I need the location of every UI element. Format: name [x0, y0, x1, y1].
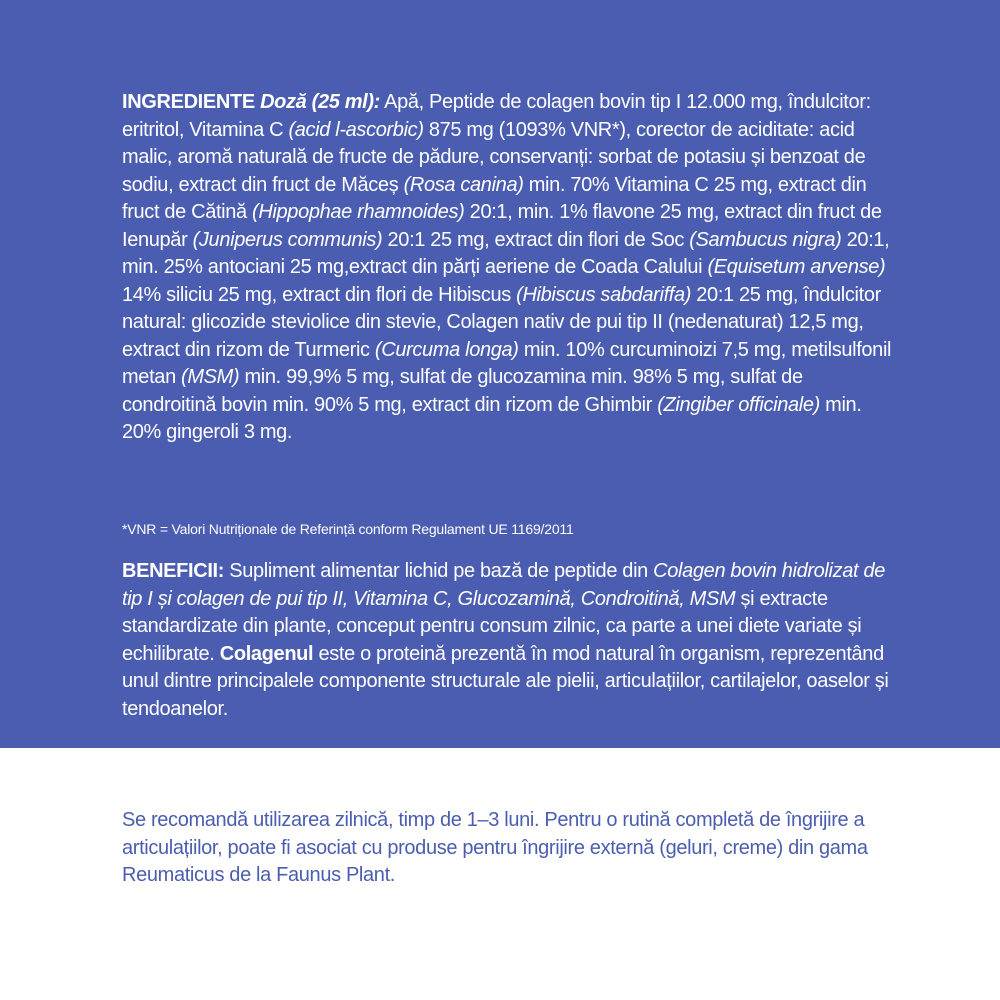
benefits-text: este o proteină prezentă în mod natural în organism, reprezentând unul dintre principalele componente structurale ale pielii, articulațiilor, cartilajelor, oaselor și tendoanelor.	[122, 642, 889, 720]
ingredients-text: min. 99,9% 5 mg, sulfat de glucozamina min. 98% 5 mg, sulfat de condroitină bovin min. 90% 5 mg, extract din rizom de Ghimbir	[122, 366, 803, 416]
ingredient-latin-name: (acid l-ascorbic)	[288, 118, 424, 141]
ingredient-latin-name: (Hippophae rhamnoides)	[252, 201, 465, 223]
benefits-heading: BENEFICII:	[122, 560, 225, 582]
benefits-italic-ingredients: Colagen bovin hidrolizat de tip I și colagen de pui tip II, Vitamina C, Glucozamină, Condroitină, MSM	[122, 560, 885, 610]
benefits-paragraph	[122, 558, 892, 723]
dose-label: Doză (25 ml):	[260, 91, 380, 113]
benefits-text: Supliment alimentar lichid pe bază de peptide din	[224, 560, 654, 582]
ingredient-latin-name: (Rosa canina)	[403, 173, 524, 196]
ingredient-latin-name: (Zingiber officinale)	[657, 393, 820, 416]
ingredients-text: 20:1 25 mg, extract din flori de Soc	[382, 228, 690, 251]
ingredient-latin-name: (Juniperus communis)	[192, 228, 383, 251]
benefits-bold-term: Colagenul	[219, 642, 314, 665]
vnr-footnote: *VNR = Valori Nutriționale de Referință conform Regulament UE 1169/2011	[122, 521, 574, 537]
ingredient-latin-name: (Sambucus nigra)	[689, 228, 842, 251]
ingredients-text: min. 70% Vitamina C 25 mg, extract din fruct de Cătină	[122, 173, 867, 223]
ingredients-paragraph	[122, 89, 892, 447]
benefits-text: și extracte standardizate din plante, conceput pentru consum zilnic, ca parte a unei diete variate și echilibrate.	[122, 587, 862, 665]
ingredients-text: 20:1 25 mg, îndulcitor natural: glicozide steviolice din stevie, Colagen nativ de pui tip II (nedenaturat) 12,5 mg, extract din rizom de Turmeric	[122, 283, 881, 361]
ingredients-text: 20:1, min. 25% antociani 25 mg,extract din părți aeriene de Coada Calului	[122, 228, 890, 278]
ingredients-text: 875 mg (1093% VNR*), corector de aciditate: acid malic, aromă naturală de fructe de pădure, conservanți: sorbat de potasiu și benzoat de sodiu, extract din fruct de Măceș	[122, 118, 866, 196]
ingredients-text: Apă, Peptide de colagen bovin tip I 12.000 mg, îndulcitor: eritritol, Vitamina C	[122, 91, 871, 141]
ingredient-latin-name: (Curcuma longa)	[374, 338, 519, 361]
recommendation-paragraph: Se recomandă utilizarea zilnică, timp de 1–3 luni. Pentru o rutină completă de îngrijire a articulațiilor, poate fi asociat cu produse pentru îngrijire externă (geluri, creme) din gama Reumaticus de la Faunus Plant.	[122, 809, 868, 886]
ingredients-heading: INGREDIENTE	[122, 91, 255, 113]
ingredient-latin-name: (Equisetum arvense)	[707, 256, 886, 278]
ingredients-text: 20:1, min. 1% flavone 25 mg, extract din fruct de Ienupăr	[122, 201, 882, 251]
ingredient-latin-name: (MSM)	[181, 366, 240, 388]
ingredients-text: min. 10% curcuminoizi 7,5 mg, metilsulfonil metan	[122, 338, 892, 388]
ingredient-latin-name: (Hibiscus sabdariffa)	[516, 283, 692, 306]
ingredients-text: min. 20% gingeroli 3 mg.	[122, 393, 862, 443]
ingredients-text: 14% siliciu 25 mg, extract din flori de Hibiscus	[122, 283, 517, 306]
